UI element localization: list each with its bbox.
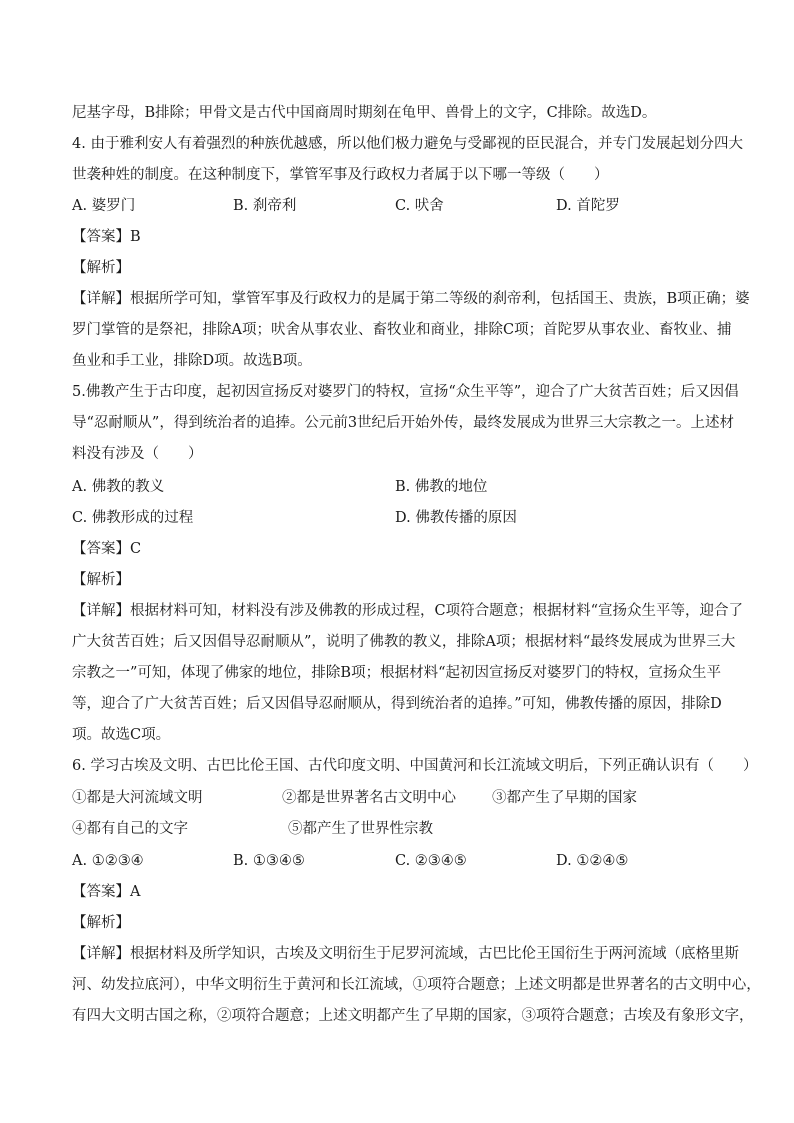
q5-detail-line-4: 等，迎合了广大贫苦百姓；后又因倡导忍耐顺从，得到统治者的追捧。”可知，佛教传播的原因，排除D: [72, 696, 722, 712]
q4-detail-line-1: 【详解】根据所学可知，掌管军事及行政权力的是属于第二等级的刹帝利，包括国王、贵族，B项正确；婆: [72, 291, 750, 307]
q6-analysis-label: 【解析】: [72, 915, 130, 931]
answer-label: 【答案】: [72, 541, 130, 557]
q4-answer: [72, 227, 141, 247]
q4-option-c: C. 吠舍: [395, 198, 444, 214]
q4-detail-line-3: 鱼业和手工业，排除D项。故选B项。: [72, 353, 312, 369]
q6-stem: 6. 学习古埃及文明、古巴比伦王国、古代印度文明、中国黄河和长江流域文明后，下列正确认识有（ ）: [72, 758, 758, 774]
q6-answer: [72, 882, 140, 902]
q5-answer: [72, 539, 141, 559]
q6-statement-1: ①都是大河流域文明: [72, 790, 203, 806]
q4-stem-line-1: 4. 由于雅利安人有着强烈的种族优越感，所以他们极力避免与受鄙视的臣民混合，并专门发展起划分四大: [72, 136, 743, 152]
q5-option-c: C. 佛教形成的过程: [72, 510, 194, 526]
q6-statement-4: ④都有自己的文字: [72, 821, 188, 837]
q6-option-b: B. ①③④⑤: [233, 853, 305, 869]
q6-option-c: C. ②③④⑤: [395, 853, 467, 869]
q5-detail-line-1: 【详解】根据材料可知，材料没有涉及佛教的形成过程，C项符合题意；根据材料“宣扬众生平等，迎合了: [72, 603, 744, 619]
q5-stem-line-3: 料没有涉及（ ）: [72, 446, 203, 462]
q4-option-d: D. 首陀罗: [556, 198, 620, 214]
q4-stem-line-2: 世袭种姓的制度。在这种制度下，掌管军事及行政权力者属于以下哪一等级（ ）: [72, 167, 609, 183]
q6-detail-line-3: 有四大文明古国之称，②项符合题意；上述文明都产生了早期的国家，③项符合题意；古埃及有象形文字，: [72, 1008, 754, 1024]
q6-option-a: A. ①②③④: [72, 853, 144, 869]
q6-answer-value: A: [130, 884, 141, 900]
q4-detail-line-2: 罗门掌管的是祭祀，排除A项；吠舍从事农业、畜牧业和商业，排除C项；首陀罗从事农业、畜牧业、捕: [72, 322, 732, 338]
q5-stem-line-2: 导“忍耐顺从”，得到统治者的追捧。公元前3世纪后开始外传，最终发展成为世界三大宗教之一。上述材: [72, 415, 735, 431]
q5-option-b: B. 佛教的地位: [395, 479, 488, 495]
q5-detail-line-5: 项。故选C项。: [72, 727, 171, 743]
q5-answer-value: C: [130, 541, 142, 557]
q5-detail-line-3: 宗教之一”可知，体现了佛家的地位，排除B项；根据材料“起初因宣扬反对婆罗门的特权，宣扬众生平: [72, 665, 721, 681]
q4-option-b: B. 刹帝利: [233, 198, 297, 214]
q6-statement-2: ②都是世界著名古文明中心: [282, 790, 456, 806]
q6-statement-5: ⑤都产生了世界性宗教: [288, 821, 433, 837]
q6-option-d: D. ①②④⑤: [556, 853, 629, 869]
q5-stem-line-1: 5.佛教产生于古印度，起初因宣扬反对婆罗门的特权，宣扬“众生平等”，迎合了广大贫苦百姓；后又因倡: [72, 384, 739, 400]
q4-analysis-label: 【解析】: [72, 260, 130, 276]
q4-answer-value: B: [130, 229, 141, 245]
answer-label: 【答案】: [72, 229, 130, 245]
q5-detail-line-2: 广大贫苦百姓；后又因倡导忍耐顺从”，说明了佛教的教义，排除A项；根据材料“最终发展成为世界三大: [72, 634, 736, 650]
answer-label: 【答案】: [72, 884, 130, 900]
q5-analysis-label: 【解析】: [72, 572, 130, 588]
q6-detail-line-2: 河、幼发拉底河），中华文明衍生于黄河和长江流域，①项符合题意；上述文明都是世界著名的古文明中心，: [72, 977, 761, 993]
q6-detail-line-1: 【详解】根据材料及所学知识，古埃及文明衍生于尼罗河流域，古巴比伦王国衍生于两河流域（底格里斯: [72, 946, 739, 962]
q5-option-d: D. 佛教传播的原因: [395, 510, 517, 526]
q4-option-a: A. 婆罗门: [72, 198, 136, 214]
q6-statement-3: ③都产生了早期的国家: [492, 790, 637, 806]
prev-answer-tail: 尼基字母，B排除；甲骨文是古代中国商周时期刻在龟甲、兽骨上的文字，C排除。故选D。: [72, 105, 657, 121]
q5-option-a: A. 佛教的教义: [72, 479, 165, 495]
